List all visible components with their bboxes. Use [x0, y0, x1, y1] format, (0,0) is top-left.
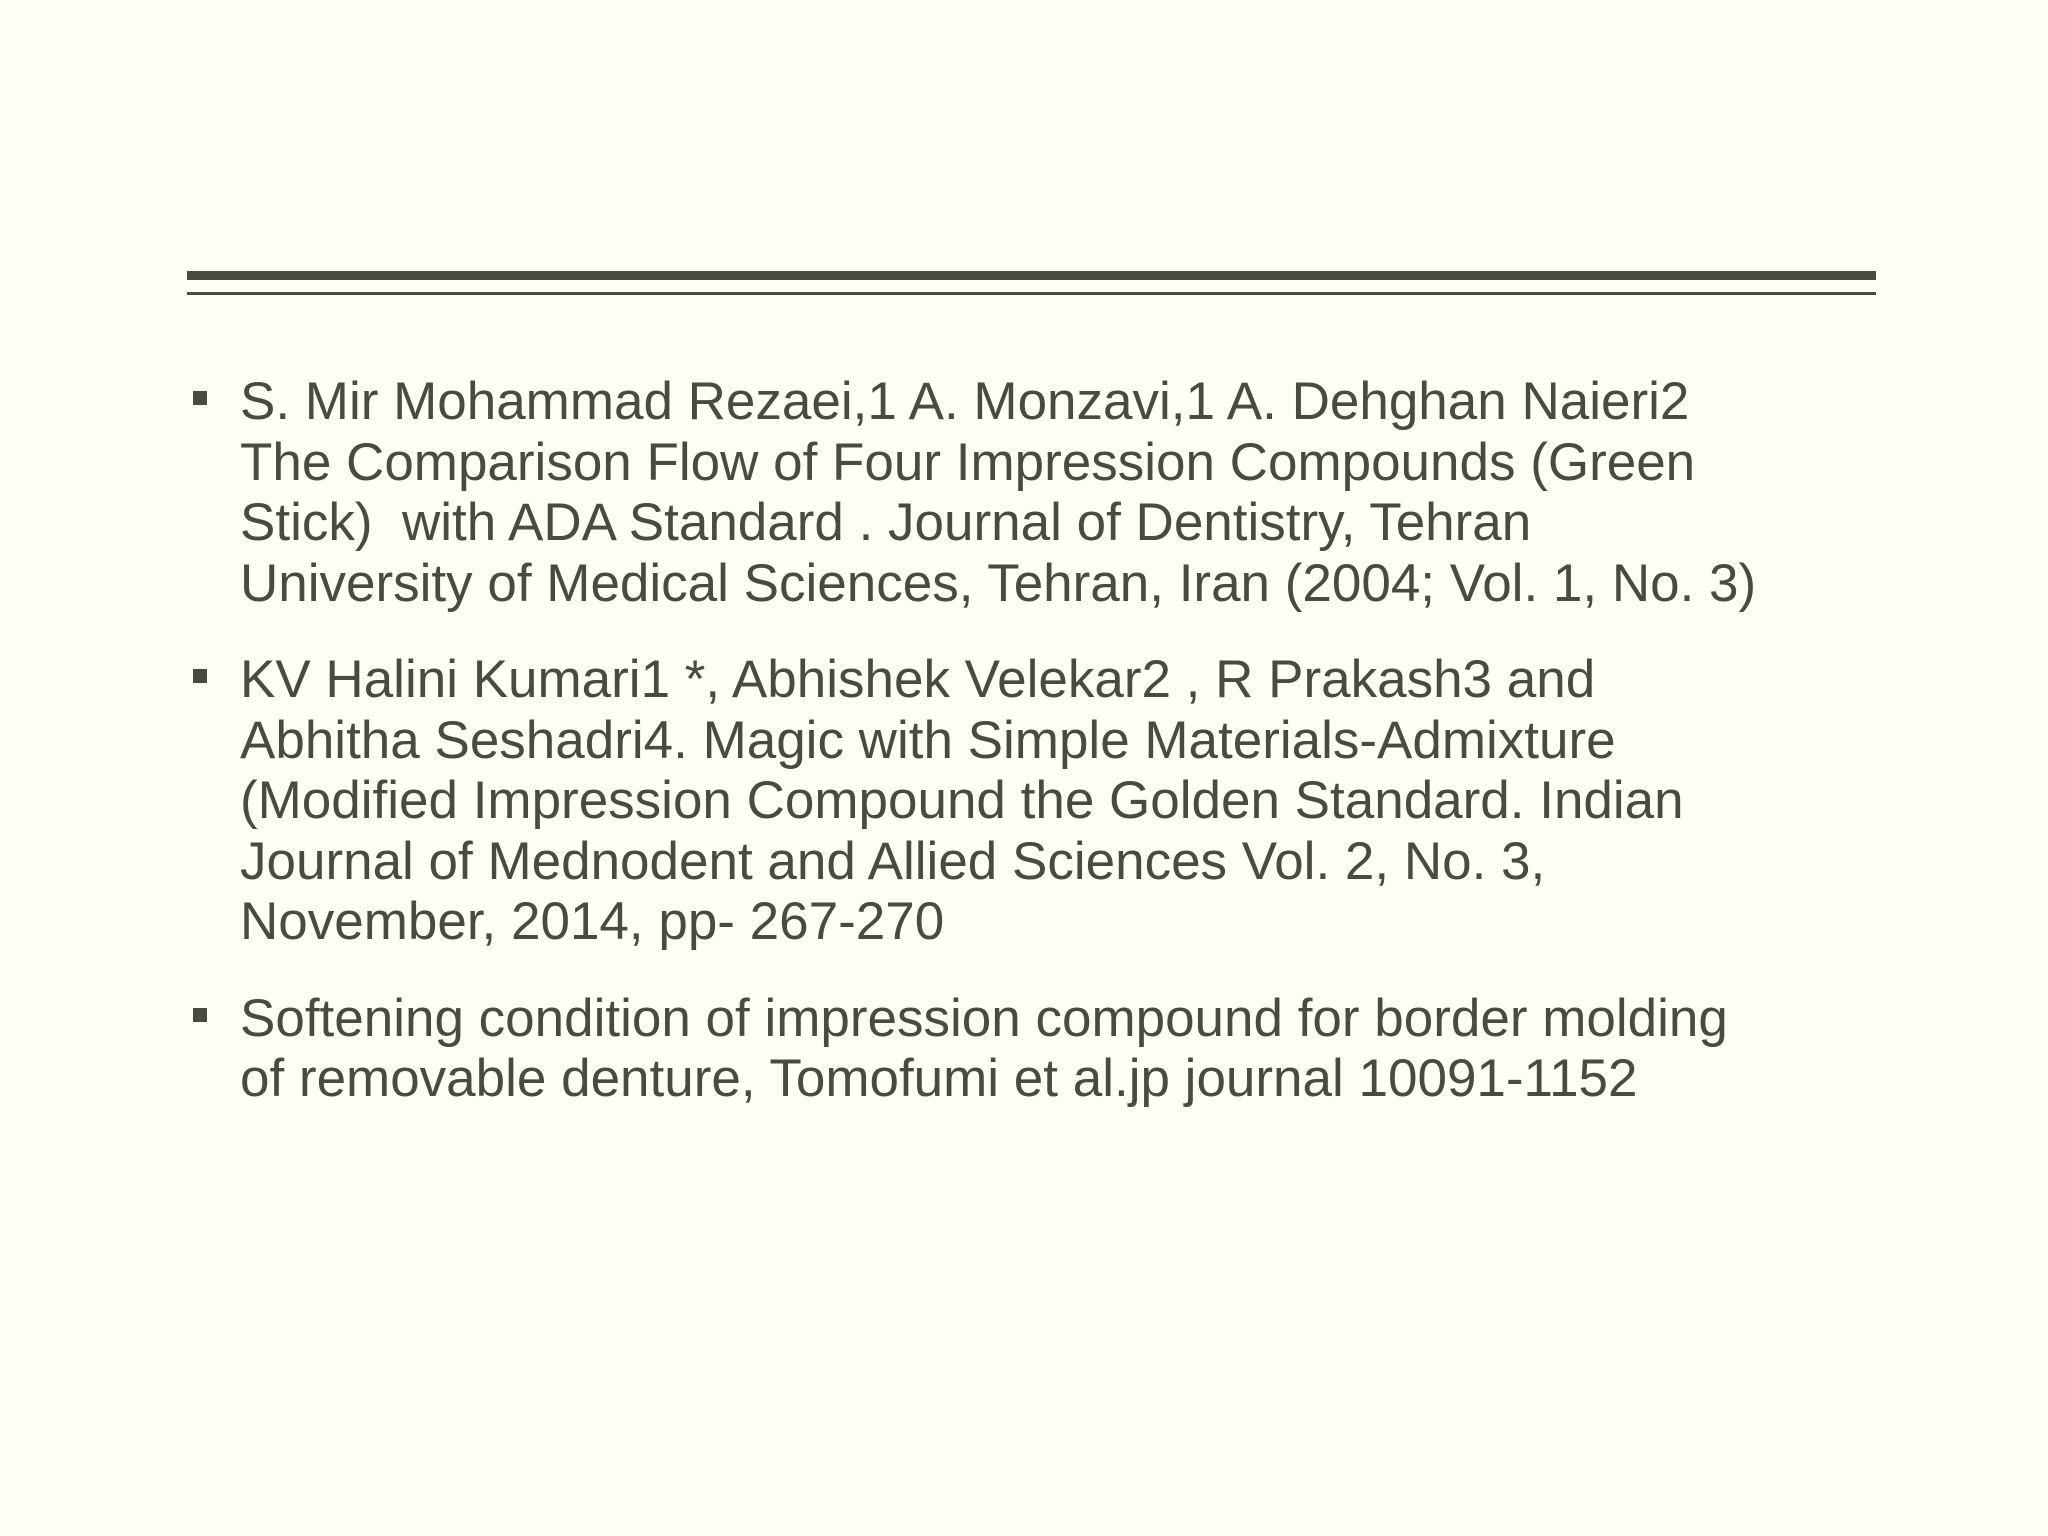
reference-item-2: [190, 650, 1890, 953]
reference-text-line: KV Halini Kumari1 *, Abhishek Velekar2 , R Prakash3 and: [240, 650, 1596, 709]
reference-text-line: Stick) with ADA Standard . Journal of Dentistry, Tehran: [240, 493, 1532, 552]
reference-text-line: S. Mir Mohammad Rezaei,1 A. Monzavi,1 A. Dehghan Naieri2: [240, 372, 1690, 431]
square-bullet-icon: [193, 1008, 207, 1022]
reference-text-line: University of Medical Sciences, Tehran, Iran (2004; Vol. 1, No. 3): [240, 553, 1757, 613]
reference-text-line: The Comparison Flow of Four Impression Compounds (Green: [240, 432, 1696, 492]
reference-text-line: Abhitha Seshadri4. Magic with Simple Materials-Admixture: [240, 710, 1616, 770]
reference-item-3: [190, 989, 1890, 1110]
reference-item-1: [190, 372, 1890, 614]
reference-text-line: November, 2014, pp- 267-270: [240, 892, 945, 951]
reference-list: [190, 372, 1890, 1146]
square-bullet-icon: [193, 391, 207, 405]
title-divider-thick: [187, 271, 1876, 280]
square-bullet-icon: [193, 669, 207, 683]
reference-text-line: of removable denture, Tomofumi et al.jp journal 10091-1152: [240, 1049, 1638, 1108]
reference-text-line: Journal of Mednodent and Allied Sciences Vol. 2, No. 3,: [240, 831, 1546, 891]
title-divider-thin: [187, 292, 1876, 295]
reference-text-line: Softening condition of impression compound for border molding: [240, 988, 1728, 1048]
reference-text-line: (Modified Impression Compound the Golden Standard. Indian: [240, 771, 1684, 830]
